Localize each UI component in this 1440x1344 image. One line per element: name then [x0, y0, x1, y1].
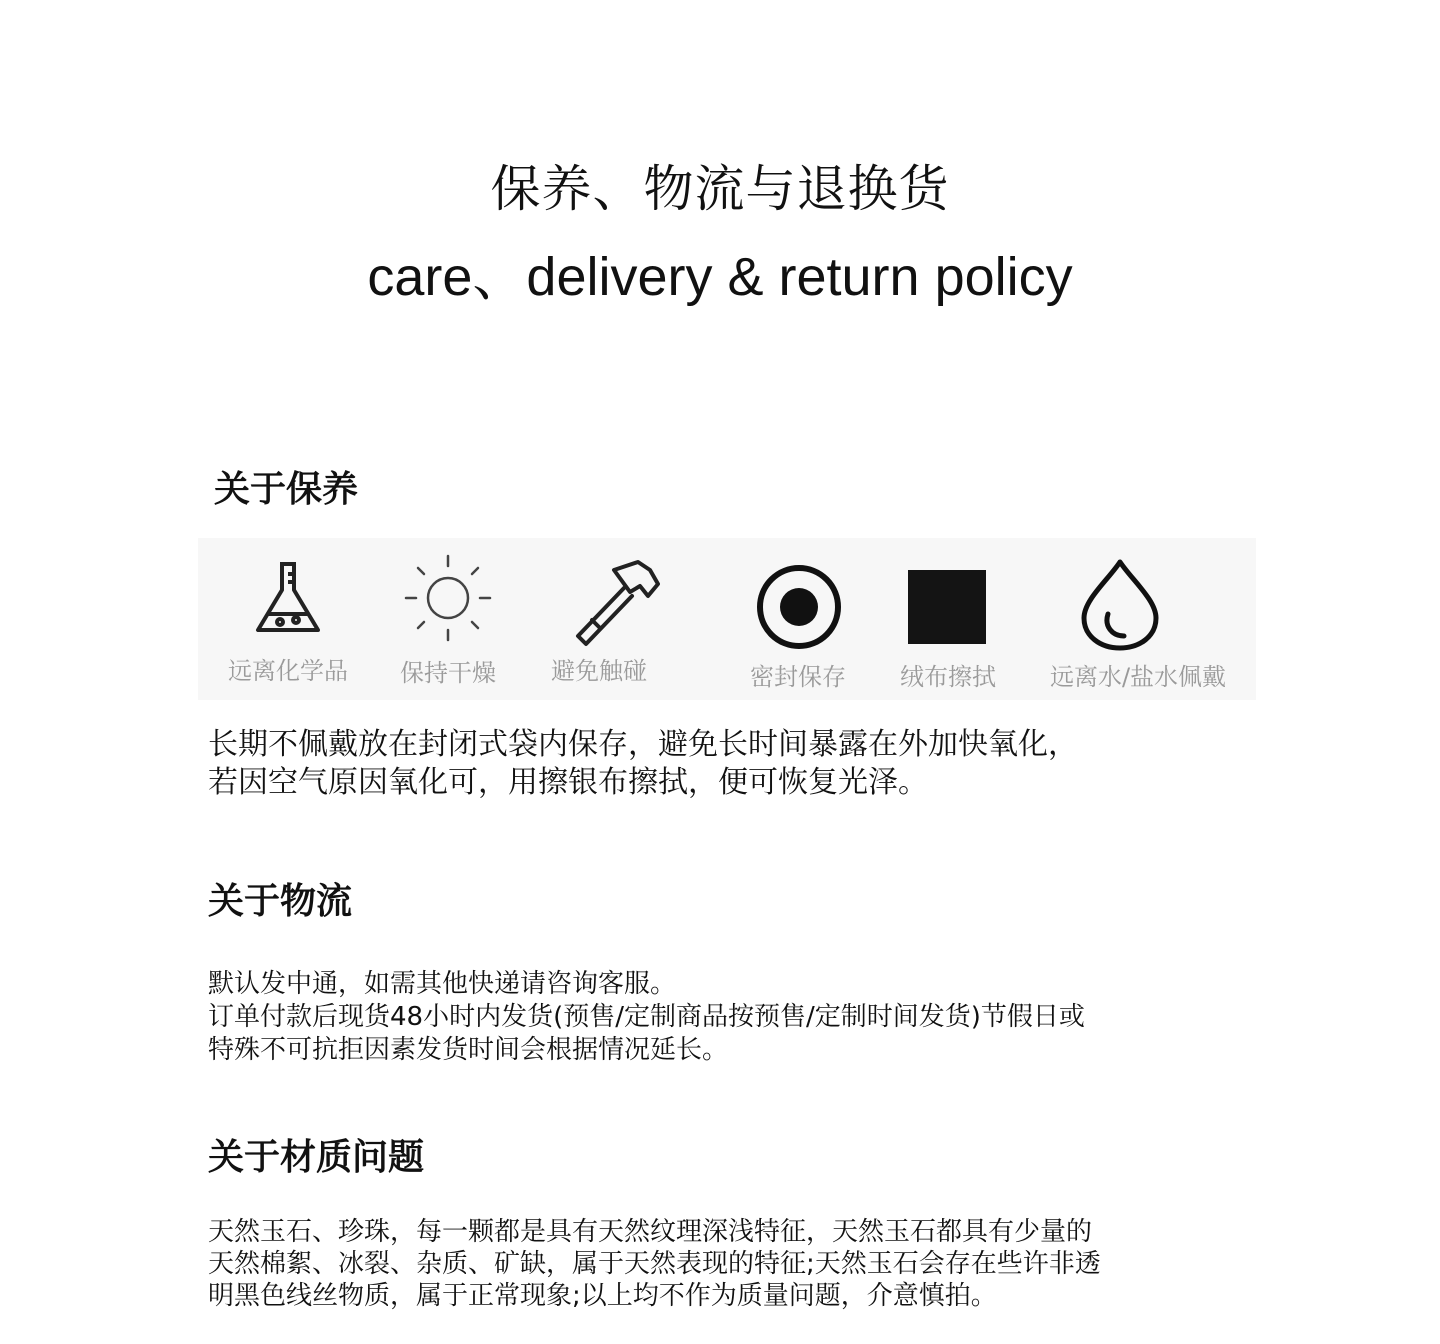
- care-item-cloth: [878, 538, 1018, 700]
- care-description-line: 若因空气原因氧化可，用擦银布擦拭，便可恢复光泽。: [208, 765, 928, 800]
- delivery-description: [208, 968, 1085, 1067]
- care-item-seal: [718, 538, 878, 700]
- material-description-line: 天然棉絮、冰裂、杂质、矿缺，属于天然表现的特征;天然玉石会存在些许非透: [208, 1249, 1101, 1279]
- care-item-dry: [378, 538, 518, 700]
- sun-icon: [400, 552, 496, 648]
- care-item-label: 避免触碰: [551, 657, 647, 685]
- delivery-description-line: 订单付款后现货48小时内发货(预售/定制商品按预售/定制时间发货)节假日或: [208, 1002, 1085, 1032]
- care-item-label: 密封保存: [750, 663, 846, 691]
- cloth-square-icon: [908, 570, 986, 644]
- care-description-line: 长期不佩戴放在封闭式袋内保存，避免长时间暴露在外加快氧化，: [208, 727, 1078, 762]
- material-description-line: 天然玉石、珍珠，每一颗都是具有天然纹理深浅特征，天然玉石都具有少量的: [208, 1217, 1093, 1247]
- delivery-description-line: 特殊不可抗拒因素发货时间会根据情况延长。: [208, 1035, 729, 1065]
- care-item-label: 绒布擦拭: [900, 663, 996, 691]
- care-item-label: 保持干燥: [400, 659, 496, 687]
- material-section-heading: 关于材质问题: [208, 1137, 425, 1178]
- seal-icon: [754, 562, 844, 652]
- care-item-water: [1028, 538, 1248, 700]
- page-title-chinese: 保养、物流与退换货: [490, 160, 950, 218]
- care-section-heading: 关于保养: [214, 469, 359, 510]
- water-drop-icon: [1078, 556, 1162, 652]
- care-item-label: 远离水/盐水佩戴: [1049, 663, 1227, 691]
- delivery-section-heading: 关于物流: [208, 881, 353, 922]
- flask-icon: [248, 558, 328, 638]
- care-icon-strip: [198, 538, 1256, 700]
- delivery-description-line: 默认发中通，如需其他快递请咨询客服。: [208, 969, 677, 999]
- hammer-icon: [566, 556, 666, 648]
- page-title-english: care、delivery & return policy: [367, 247, 1073, 307]
- care-description: [208, 726, 1078, 802]
- care-item-chemicals: [198, 538, 378, 700]
- care-item-label: 远离化学品: [228, 657, 348, 685]
- material-description: [208, 1216, 1101, 1312]
- care-item-avoid-impact: [528, 538, 678, 700]
- material-description-line: 明黑色线丝物质，属于正常现象;以上均不作为质量问题，介意慎拍。: [208, 1281, 997, 1311]
